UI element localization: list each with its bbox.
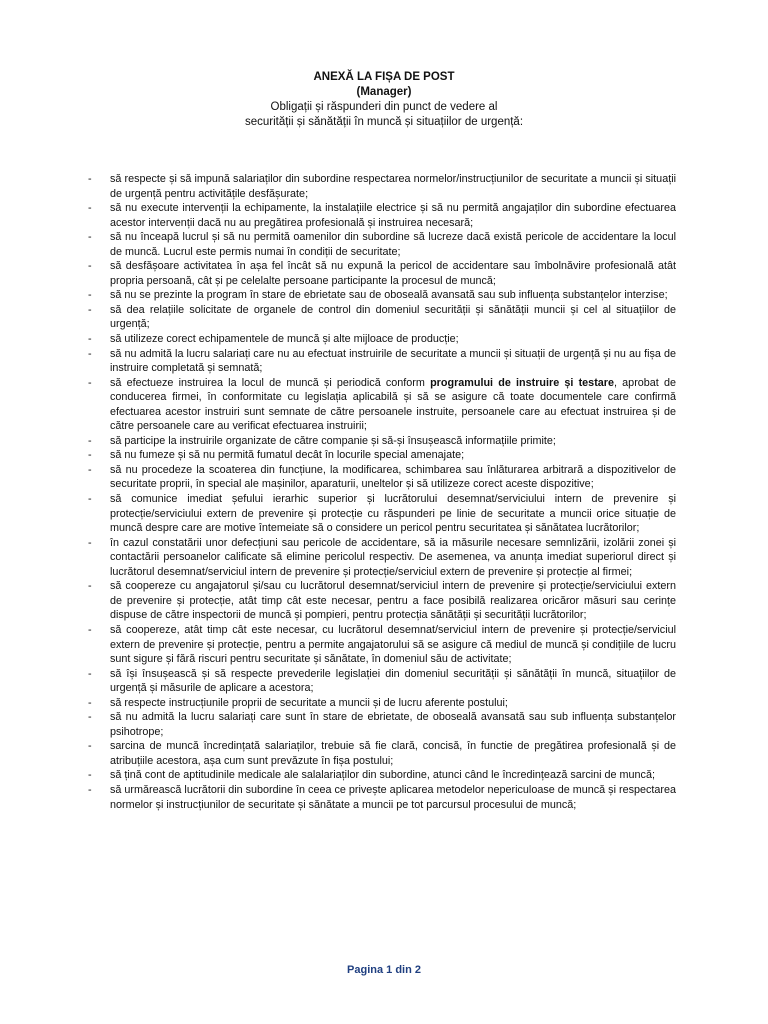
list-item-text: să nu se prezinte la program în stare de ebrietate sau de oboseală avansată sau sub influența substanțelor interzise; <box>110 289 668 302</box>
bullet-dash: - <box>88 696 92 709</box>
list-item <box>88 201 676 230</box>
list-item-text: să își însușească și să respecte prevederile legislației din domeniul securității și sănătății în muncă, situațiilor de urgență și măsurile de aplicare a acestora; <box>110 667 676 695</box>
list-item-text: să efectueze instruirea la locul de muncă și periodică conform <box>110 376 431 389</box>
bullet-dash: - <box>88 202 92 215</box>
bullet-dash: - <box>88 536 92 549</box>
list-item-text: să nu admită la lucru salariați care nu au efectuat instruirile de securitate a muncii și situații de urgență și nu au fișa de instruire completată și semnată; <box>110 347 676 375</box>
bullet-dash: - <box>88 711 92 724</box>
list-item <box>88 332 676 347</box>
list-item-text: să coopereze, atât timp cât este necesar, cu lucrătorul desemnat/serviciul intern de prevenire și protecție/serviciul extern de prevenire și protecție, pentru a permite angajatorului să se asigure că mediul de muncă și condițiile de lucru sunt sigure și fără riscuri pentru securitate și sănătate, în domeniul său de activitate; <box>110 623 676 666</box>
list-item <box>88 536 676 580</box>
list-item <box>88 434 676 449</box>
page-number: Pagina 1 din 2 <box>347 964 421 976</box>
list-item-text: să respecte și să impună salariaților din subordine respectarea normelor/instrucțiunilor de securitate a muncii și situații de urgență pentru activitățile desfășurate; <box>110 173 676 200</box>
list-item <box>88 303 676 332</box>
bullet-dash: - <box>88 376 92 389</box>
list-item-text: , aprobat de conducerea firmei, în conformitate cu legislația aplicabilă și să se asigure că toate documentele care confirmă efectuarea acestor instruiri sunt semnate de către persoanele instruite, persoanele care au efectuat instruirea și de către persoanele care au verificat efectuarea instruirii; <box>110 376 676 433</box>
document-subtitle: (Manager) <box>356 86 412 98</box>
bullet-dash: - <box>88 667 92 680</box>
list-item <box>88 783 676 812</box>
bullet-dash: - <box>88 289 92 302</box>
list-item <box>88 579 676 623</box>
document-title: ANEXĂ LA FIȘA DE POST <box>313 71 455 83</box>
bullet-dash: - <box>88 740 92 753</box>
list-item <box>88 492 676 536</box>
bullet-dash: - <box>88 783 92 796</box>
list-item <box>88 259 676 288</box>
list-item-text: să respecte instrucțiunile proprii de securitate a muncii și de lucru aferente postului; <box>110 696 508 709</box>
obligations-list <box>88 172 676 812</box>
bullet-dash: - <box>88 623 92 636</box>
list-item-text: să dea relațiile solicitate de organele de control din domeniul securității și sănătății muncii și cel al situațiilor de urgență; <box>110 303 676 331</box>
bullet-dash: - <box>88 260 92 273</box>
list-item-text: să desfășoare activitatea în așa fel încât să nu expună la pericol de accidentare sau îmbolnăvire profesională atât propria persoană, cât și pe celelalte persoane participante la procesul de muncă; <box>110 260 676 287</box>
list-item <box>88 347 676 376</box>
list-item-text: să nu execute intervenții la echipamente, la instalațiile electrice și să nu permită angajaților din subordine efectuarea acestor intervenții dacă nu au pregătirea profesională și instruirea necesară; <box>110 202 676 229</box>
list-item <box>88 376 676 434</box>
list-item <box>88 288 676 303</box>
list-item <box>88 172 676 201</box>
bullet-dash: - <box>88 463 92 476</box>
list-item-text: să nu fumeze și să nu permită fumatul decât în locurile special amenajate; <box>110 449 465 462</box>
bullet-dash: - <box>88 231 92 244</box>
list-item-text: sarcina de muncă încredințată salariaților, trebuie să fie clară, concisă, în functie de pregătirea profesională și de atribuțiile acestora, așa cum sunt prevăzute în fișa postului; <box>110 740 676 767</box>
list-item-text: să nu admită la lucru salariați care sunt în stare de ebrietate, de oboseală avansată sau sub influența substanțelor psihotrope; <box>110 711 676 738</box>
list-item <box>88 448 676 463</box>
list-item <box>88 739 676 768</box>
list-item <box>88 463 676 492</box>
list-item <box>88 696 676 711</box>
bullet-dash: - <box>88 434 92 447</box>
list-item-text: să participe la instruirile organizate de către companie și să-și însușească informațiile primite; <box>110 434 556 447</box>
bullet-dash: - <box>88 449 92 462</box>
bullet-dash: - <box>88 303 92 316</box>
list-item <box>88 768 676 783</box>
bullet-dash: - <box>88 347 92 360</box>
bullet-dash: - <box>88 173 92 185</box>
list-item-text: să nu procedeze la scoaterea din funcțiune, la modificarea, schimbarea sau înlăturarea arbitrară a dispozitivelor de securitate proprii, în special ale mașinilor, aparaturii, uneltelor și să utilizeze corect aceste dispozitive; <box>110 463 676 491</box>
list-item <box>88 710 676 739</box>
list-item-text: în cazul constatării unor defecțiuni sau pericole de accidentare, să ia măsurile necesare semnlizării, izolării zonei și contactării persoanelor calificate să elimine pericolul respectiv. De asemenea, va anunța imediat superiorul direct și lucrătorul desemnat/serviciul intern de prevenire și protecție/serviciul extern de prevenire și protecție al firmei; <box>110 536 676 578</box>
list-item-text: să coopereze cu angajatorul și/sau cu lucrătorul desemnat/serviciul intern de prevenire și protecție/serviciului extern de prevenire și protecție, atât timp cât este necesar, pentru a face posibilă realizarea oricăror măsuri sau cerințe dispuse de către inspectorii de muncă și pompieri, pentru protecția sănătății și securității lucrătorilor; <box>110 580 676 622</box>
bullet-dash: - <box>88 580 92 593</box>
bullet-dash: - <box>88 333 92 346</box>
list-item-bold-text: programului de instruire și testare <box>430 376 614 389</box>
bullet-dash: - <box>88 493 92 506</box>
list-item-text: să utilizeze corect echipamentele de muncă și alte mijloace de producție; <box>110 333 459 346</box>
document-description-line2: securității și sănătății în muncă și situațiilor de urgență: <box>244 116 524 128</box>
list-item-text: să urmărească lucrătorii din subordine în ceea ce privește aplicarea metodelor nepericuloase de muncă și respectarea normelor și instrucțiunilor de securitate și sănătate a muncii pe tot parcursul procesului de muncă; <box>110 783 676 811</box>
list-item-text: să nu înceapă lucrul și să nu permită oamenilor din subordine să lucreze dacă există pericole de accidentare la locul de muncă. Lucrul este permis numai în condiții de securitate; <box>110 231 676 258</box>
list-item-text: să țină cont de aptitudinile medicale ale salalariaților din subordine, atunci când le încredințează sarcini de muncă; <box>110 769 655 782</box>
list-item-text: să comunice imediat șefului ierarhic superior și lucrătorului desemnat/serviciului intern de prevenire și protecție/serviciului extern de prevenire și protecție cu răspunderi pe linie de securitate a muncii orice situație de muncă despre care are motive întemeiate să o considere un pericol pentru securitatea și sănătatea lucrătorilor; <box>110 493 676 535</box>
document-description-line1: Obligații și răspunderi din punct de vedere al <box>270 101 498 113</box>
list-item <box>88 623 676 667</box>
list-item <box>88 230 676 259</box>
bullet-dash: - <box>88 769 92 782</box>
document-header <box>0 70 768 130</box>
list-item <box>88 667 676 696</box>
